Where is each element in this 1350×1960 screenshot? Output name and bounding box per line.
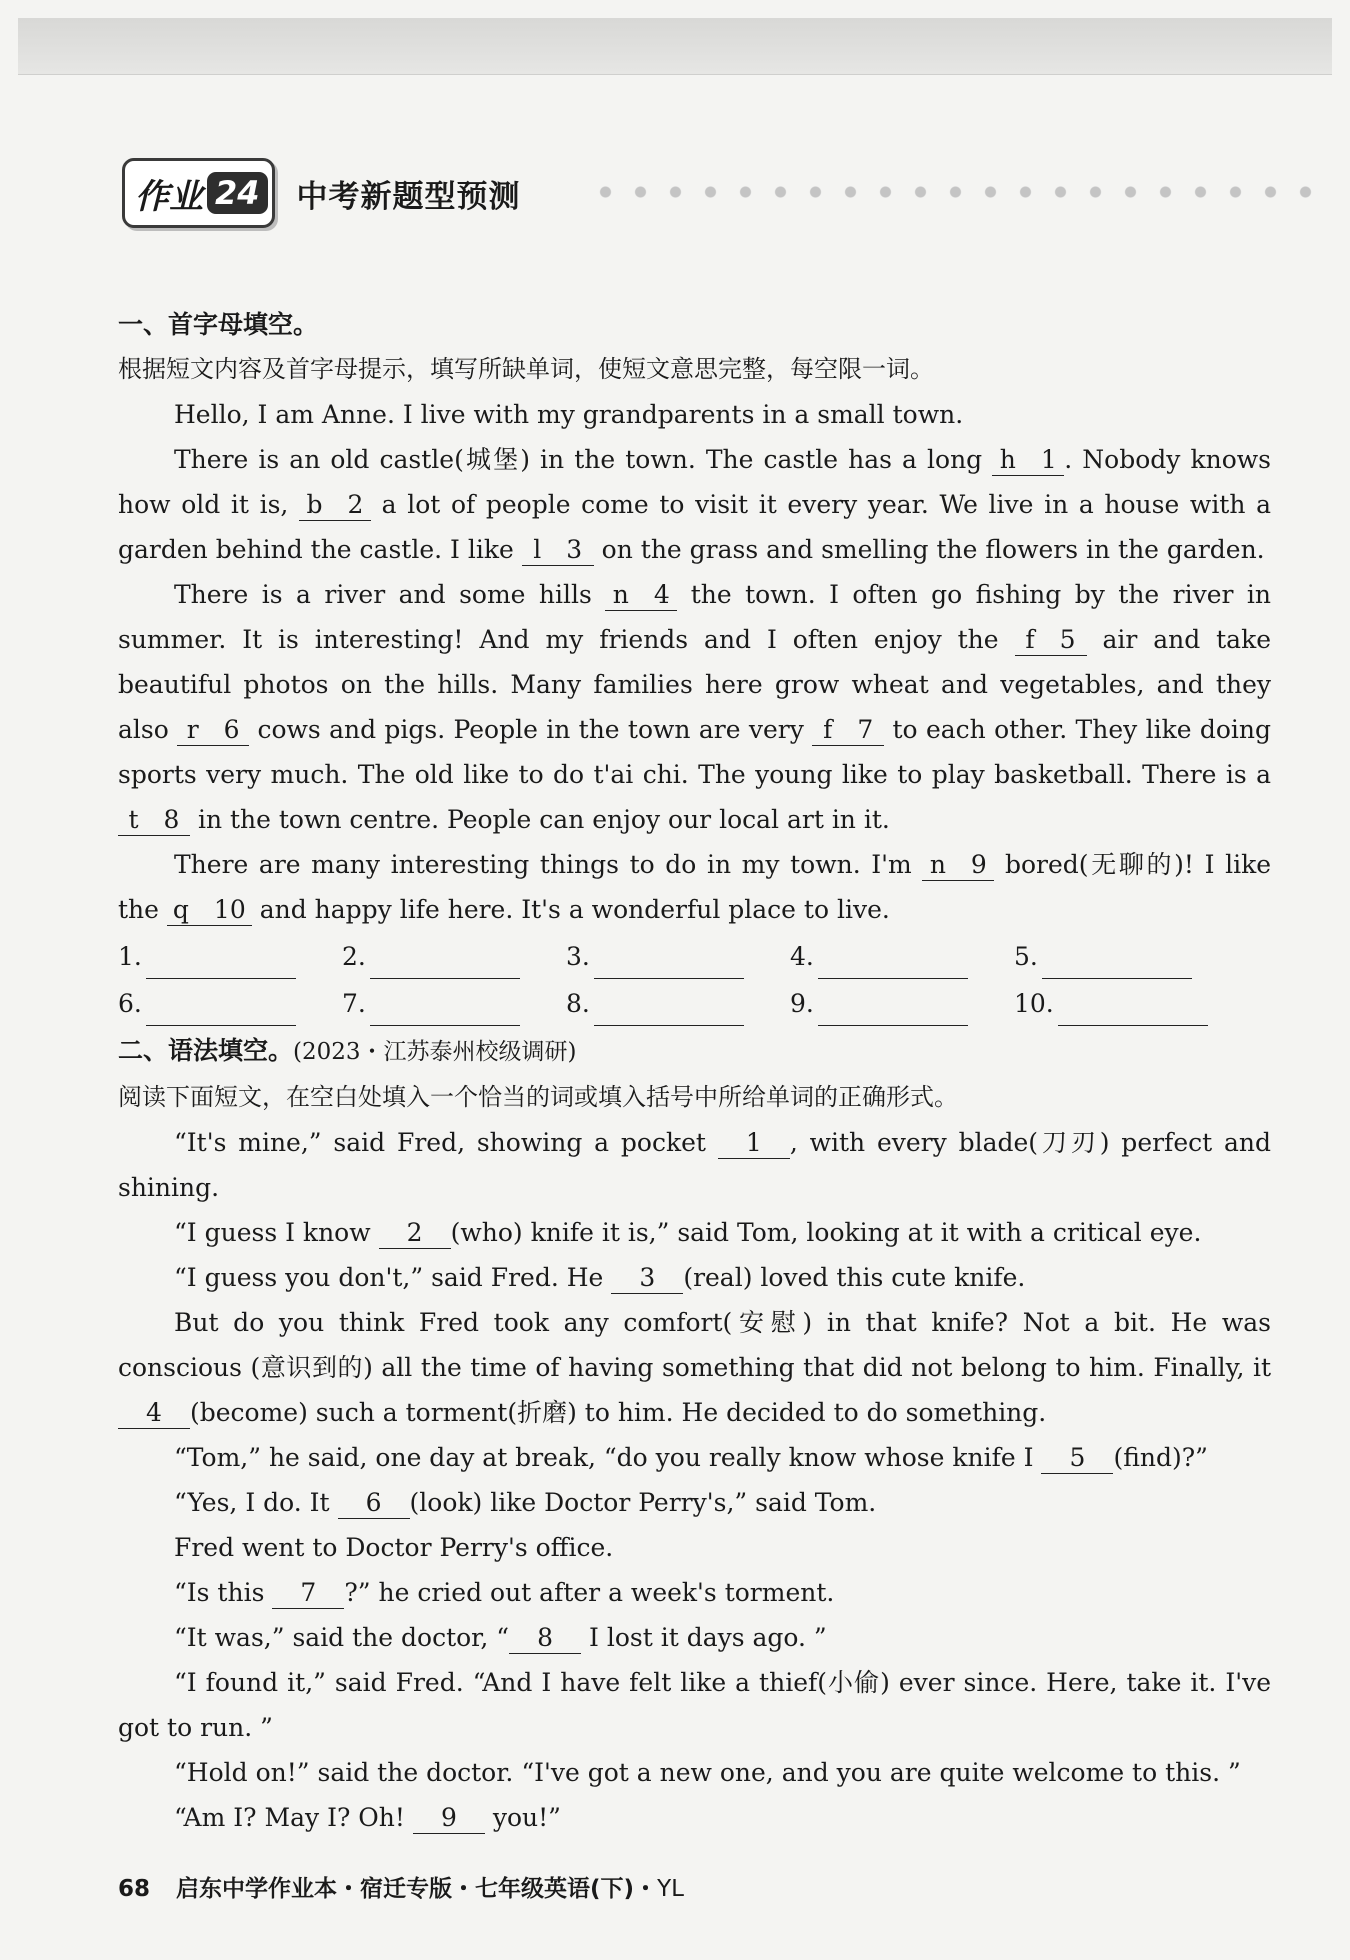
grammar-blank-4[interactable]: 4 [118,1398,190,1429]
answer-slot-10[interactable]: 10. [1014,981,1238,1026]
part2-paragraph-9: “It was,” said the doctor, “ 8 I lost it days ago. ” [174,1623,827,1652]
answer-slot-7[interactable]: 7. [342,981,566,1026]
blank-10[interactable]: q 10 [167,895,252,926]
part1-paragraph-1: Hello, I am Anne. I live with my grandparents in a small town. [174,400,964,429]
answer-row-2 [118,981,1271,1026]
part1-paragraph-3: There is a river and some hills n 4 the town. I often go fishing by the river in summer. It is interesting! And my friends and I often enjoy the f 5 air and take beautiful photos on the hills. Many families here grow wheat and vegetables, and they also r 6 cows and pigs. People in the town are very f 7 to each other. They like doing sports very much. The old like to do t'ai chi. The young like to play basketball. There is a t 8 in the town centre. People can enjoy our local art in it. [118,580,1272,834]
part2-paragraph-2: “I guess I know 2 (who) knife it is,” said Tom, looking at it with a critical eye. [174,1218,1202,1247]
answer-slot-9[interactable]: 9. [790,981,1014,1026]
answer-slot-4[interactable]: 4. [790,934,1014,979]
assignment-badge [122,158,275,228]
section-title: 中考新题型预测 [296,178,521,215]
badge-word: 作业 [135,176,203,217]
grammar-blank-6[interactable]: 6 [338,1488,410,1519]
grammar-blank-2[interactable]: 2 [379,1218,451,1249]
blank-9[interactable]: n 9 [922,850,994,881]
blank-1[interactable]: h 1 [992,445,1064,476]
part2-paragraph-8: “Is this 7 ?” he cried out after a week's torment. [174,1578,835,1607]
answer-row-1 [118,934,1271,979]
blank-7[interactable]: f 7 [812,715,884,746]
grammar-blank-5[interactable]: 5 [1041,1443,1113,1474]
part2-paragraph-10: “I found it,” said Fred. “And I have felt like a thief(小偷) ever since. Here, take it. I've got to run. ” [118,1668,1271,1742]
scan-top-band [18,18,1332,75]
part1-heading: 一、首字母填空。 [118,310,319,339]
part1-paragraph-4: There are many interesting things to do in my town. I'm n 9 bored(无聊的)! I like the q 10 and happy life here. It's a wonderful place to live. [118,850,1272,924]
edition-code: YL [657,1876,684,1902]
part2-paragraph-1: “It's mine,” said Fred, showing a pocket 1 , with every blade(刀刃) perfect and shining. [118,1128,1272,1202]
part2-paragraph-5: “Tom,” he said, one day at break, “do you really know whose knife I 5 (find)?” [174,1443,1208,1472]
grammar-blank-8[interactable]: 8 [509,1623,581,1654]
part2-paragraph-3: “I guess you don't,” said Fred. He 3 (real) loved this cute knife. [174,1263,1026,1292]
answer-slot-5[interactable]: 5. [1014,934,1238,979]
part2-paragraph-12: “Am I? May I? Oh! 9 you!” [174,1803,561,1832]
grammar-blank-9[interactable]: 9 [413,1803,485,1834]
part2-heading: 二、语法填空。(2023・江苏泰州校级调研) [118,1036,577,1065]
blank-2[interactable]: b 2 [299,490,371,521]
blank-8[interactable]: t 8 [118,805,190,836]
answer-slot-6[interactable]: 6. [118,981,342,1026]
grammar-blank-1[interactable]: 1 [718,1128,790,1159]
part2-paragraph-6: “Yes, I do. It 6 (look) like Doctor Perry's,” said Tom. [174,1488,877,1517]
answer-slot-8[interactable]: 8. [566,981,790,1026]
part2-paragraph-4: But do you think Fred took any comfort(安慰) in that knife? Not a bit. He was conscious (意识到的) all the time of having something that did not belong to him. Finally, it 4 (become) such a torment(折磨) to him. He decided to do something. [118,1308,1271,1427]
part2-paragraph-11: “Hold on!” said the doctor. “I've got a new one, and you are quite welcome to this. ” [174,1758,1241,1787]
answer-slot-2[interactable]: 2. [342,934,566,979]
page-footer [118,1870,684,1903]
blank-6[interactable]: r 6 [177,715,249,746]
answer-slot-3[interactable]: 3. [566,934,790,979]
assignment-header [122,158,521,228]
grammar-blank-7[interactable]: 7 [272,1578,344,1609]
part1-instruction: 根据短文内容及首字母提示，填写所缺单词，使短文意思完整，每空限一词。 [118,355,934,383]
part1-paragraph-2: There is an old castle(城堡) in the town. The castle has a long h 1 . Nobody knows how old it is, b 2 a lot of people come to visit it every year. We live in a house with a garden behind the castle. I like l 3 on the grass and smelling the flowers in the garden. [118,445,1272,564]
book-title: 启东中学作业本・宿迁专版・七年级英语(下)・ [176,1876,658,1902]
part2-source: (2023・江苏泰州校级调研) [293,1039,577,1065]
badge-number: 24 [207,172,268,214]
blank-5[interactable]: f 5 [1015,625,1087,656]
decorative-dots [588,184,1328,200]
grammar-blank-3[interactable]: 3 [611,1263,683,1294]
answer-slot-1[interactable]: 1. [118,934,342,979]
blank-3[interactable]: l 3 [522,535,594,566]
page-number: 68 [118,1876,151,1902]
part2-instruction: 阅读下面短文，在空白处填入一个恰当的词或填入括号中所给单词的正确形式。 [118,1083,958,1111]
part2-paragraph-7: Fred went to Doctor Perry's office. [174,1533,614,1562]
worksheet-content [118,302,1271,1840]
blank-4[interactable]: n 4 [605,580,677,611]
